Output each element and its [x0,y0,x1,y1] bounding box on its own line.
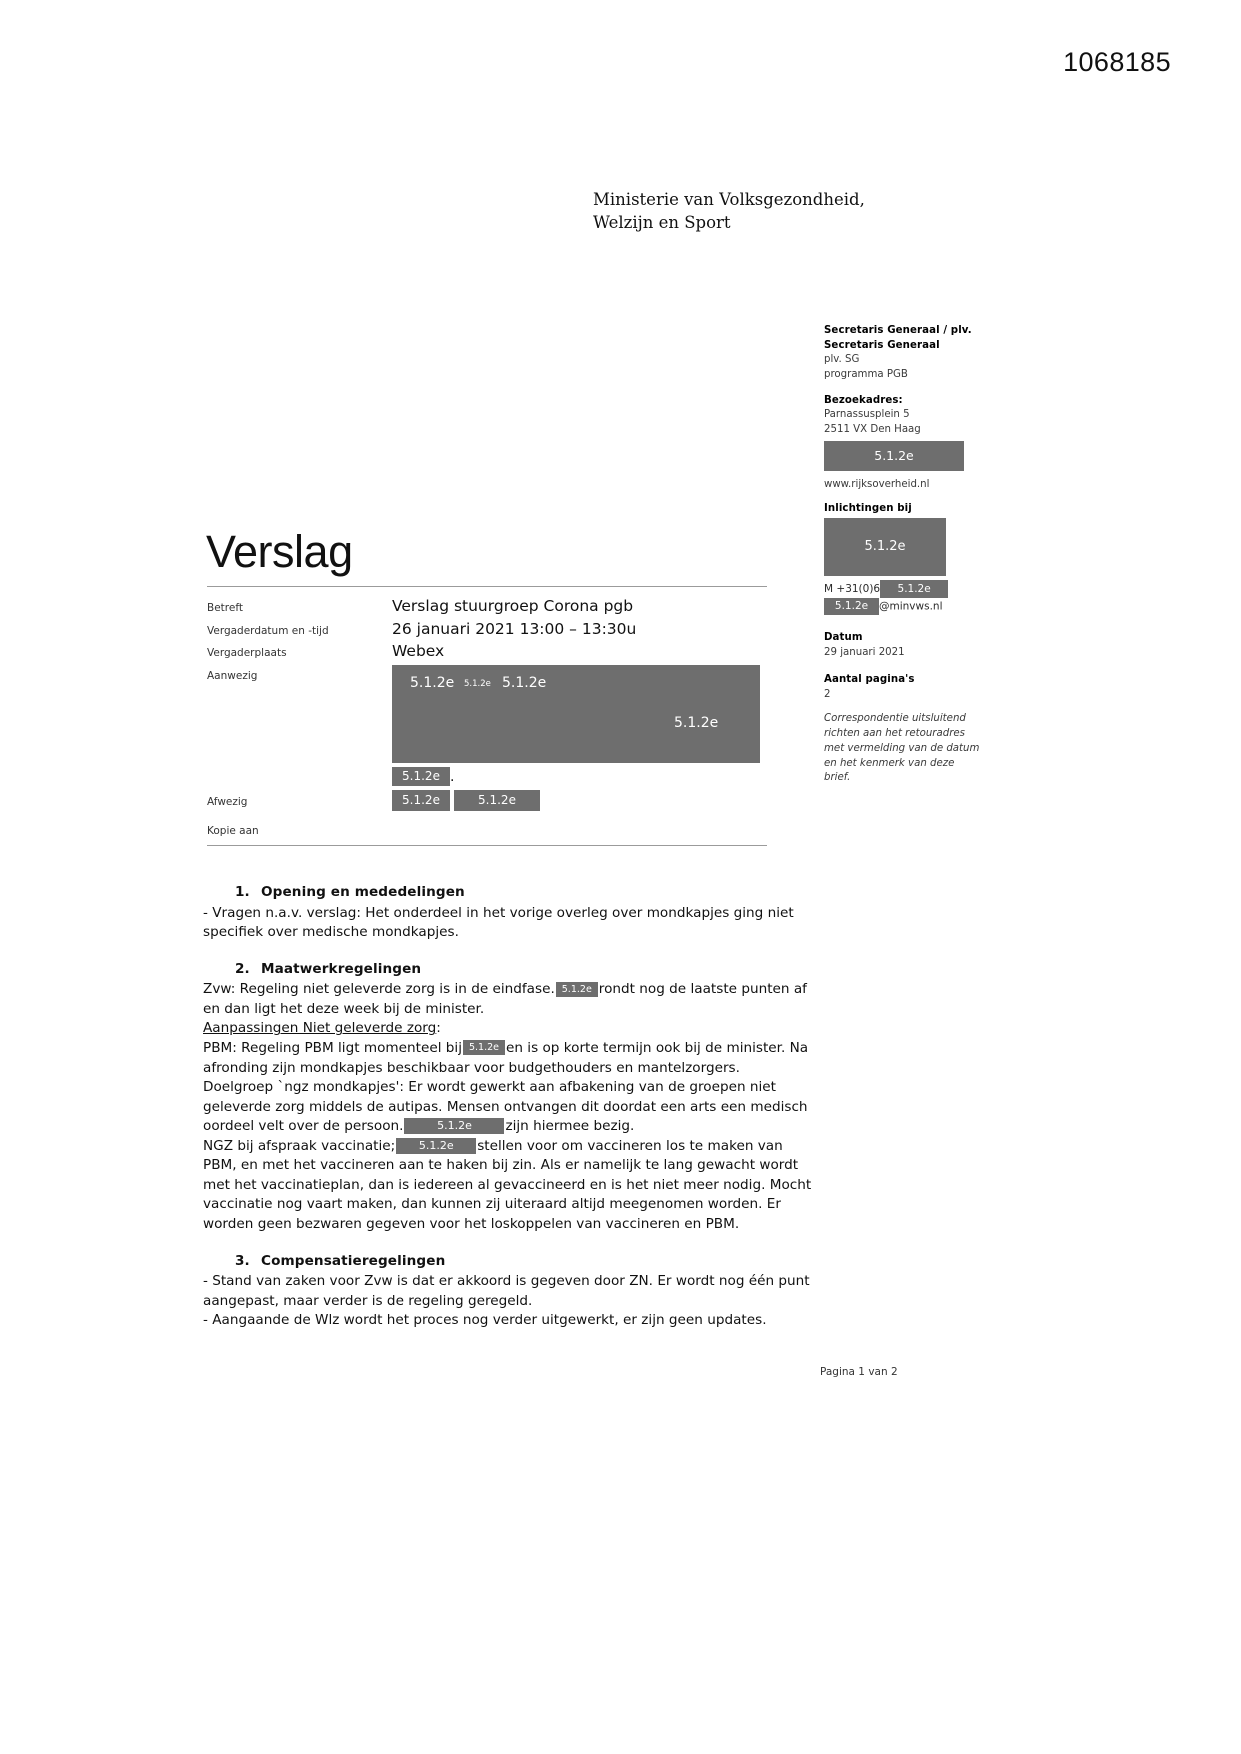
inlichtingen-label: Inlichtingen bij [824,502,912,514]
address-line-1: Parnassusplein 5 [824,409,910,421]
redaction-box-s2-p3: 5.1.2e [463,1040,505,1055]
redaction-box-inlichtingen: 5.1.2e [824,518,946,576]
pages-label: Aantal pagina's [824,673,915,685]
page-footer: Pagina 1 van 2 [820,1366,898,1378]
section-2-number: 2. [235,960,250,977]
s2-p2-underlined: Aanpassingen Niet geleverde zorg [203,1020,437,1037]
meeting-meta-table [207,595,767,839]
s2-p5-text-b: stellen voor om vaccineren los te maken van PBM, en met het vaccineren aan te haken bij zin. Als er namelijk te lang gewacht wordt met het vaccinatieplan, dan is iedereen al gevaccineerd en is het niet meer nodig. Mocht vaccinatie nog vaart maken, dan kunnen zij uiteraard altijd meegenomen worden. Er worden geen bezwaren gegeven voor het loskoppelen van vaccineren en PBM. [203,1137,812,1232]
sidebar-pages-block [824,673,1010,702]
vergaderplaats-value: Webex [392,642,445,661]
redaction-attendee-1: 5.1.2e [410,674,455,691]
note-line-5: brief. [824,772,851,784]
sidebar-datum-value: 29 januari 2021 [824,647,905,659]
s2-p1-text-b: rondt nog de laatste punten af en dan ligt het deze week bij de minister. [203,981,807,1017]
email-line [824,598,1010,615]
redaction-attendee-3: 5.1.2e [502,674,547,691]
phone-line [824,580,1010,598]
aanwezig-value [392,663,767,787]
address-label: Bezoekadres: [824,394,903,406]
redaction-box-s2-p5: 5.1.2e [396,1138,476,1154]
sidebar-meta-column [824,324,1010,786]
section-3-paragraph-2: - Aangaande de Wlz wordt het proces nog verder uitgewerkt, er zijn geen updates. [203,1312,767,1329]
redaction-box-phone: 5.1.2e [880,580,948,598]
note-line-2: richten aan het retouradres [824,727,965,739]
redaction-box-s2-p4: 5.1.2e [404,1118,504,1134]
divider-top [207,586,767,587]
note-line-4: en het kenmerk van deze [824,757,955,769]
s2-p2-colon: : [436,1020,441,1037]
document-number: 1068185 [1063,47,1171,77]
vergaderplaats-label: Vergaderplaats [207,647,287,660]
sidebar-inlichtingen-block [824,502,1010,616]
afwezig-label: Afwezig [207,796,248,809]
meta-row-afwezig [207,789,767,812]
address-line-2: 2511 VX Den Haag [824,424,921,436]
section-2-heading [203,960,818,980]
meta-row-betreft [207,595,767,618]
website-url[interactable]: www.rijksoverheid.nl [824,478,930,490]
org-line-1: Secretaris Generaal / plv. [824,325,972,336]
redaction-attendee-4: 5.1.2e [674,714,719,731]
section-1-paragraph: - Vragen n.a.v. verslag: Het onderdeel in het vorige overleg over mondkapjes ging niet specifiek over medische mondkapjes. [203,904,794,941]
page-title: Verslag [206,526,353,578]
s2-p4-text-b: zijn hiermee bezig. [505,1118,635,1135]
ministry-line-1: Ministerie van Volksgezondheid, [593,190,865,209]
sidebar-organisation-block [824,324,1010,383]
vergaderdatum-value: 26 januari 2021 13:00 – 13:30u [392,619,637,638]
org-line-4: programma PGB [824,369,908,381]
section-3-heading [203,1252,818,1272]
sidebar-address-block [824,394,1010,493]
section-2-title: Maatwerkregelingen [261,960,422,977]
meta-row-vergaderplaats [207,640,767,663]
aanwezig-tail [392,767,767,787]
contact-details [824,580,1010,615]
redaction-box-s2-p1: 5.1.2e [556,982,598,997]
section-2-paragraph-1 [203,980,818,1019]
phone-prefix: M +31(0)6 [824,583,881,596]
divider-bottom [207,845,767,846]
ministry-line-2: Welzijn en Sport [593,213,731,233]
aanwezig-tail-text: . [450,768,455,785]
section-1-heading [203,883,818,903]
document-body [203,866,818,1331]
s2-p3-text-b: en is op korte termijn ook bij de minister. Na afronding zijn mondkapjes beschikbaar voor budgethouders en mantelzorgers. [203,1039,809,1076]
meta-row-aanwezig [207,663,767,787]
aanwezig-label: Aanwezig [207,669,258,682]
redaction-box-afwezig-1: 5.1.2e [392,790,450,811]
betreft-value: Verslag stuurgroep Corona pgb [392,597,634,615]
section-2-paragraph-5 [203,1137,818,1235]
note-line-3: met vermelding van de datum [824,742,980,754]
note-line-1: Correspondentie uitsluitend [824,713,966,725]
s2-p4-text-a: Doelgroep `ngz mondkapjes': Er wordt gewerkt aan afbakening van de groepen niet geleverde zorg middels de autipas. Mensen ontvangen dit doordat een arts een medisch oordeel velt over de persoon. [203,1079,808,1135]
redaction-box-afwezig-2: 5.1.2e [454,790,540,811]
org-line-2: Secretaris Generaal [824,339,940,351]
redaction-box-attendee-tail: 5.1.2e [392,767,450,786]
section-2-paragraph-3 [203,1039,818,1078]
s2-p5-text-a: NGZ bij afspraak vaccinatie; [203,1137,396,1154]
afwezig-value [392,789,767,812]
redaction-box-attendees [392,665,760,763]
meta-row-vergaderdatum [207,618,767,641]
section-2-paragraph-2 [203,1019,818,1039]
section-3-number: 3. [235,1252,250,1269]
betreft-label: Betreft [207,602,243,614]
pages-value: 2 [824,688,831,700]
meta-row-kopie-aan [207,818,767,839]
ministry-wordmark [593,188,865,235]
redaction-attendee-2: 5.1.2e [464,678,491,689]
section-3-paragraph-1: - Stand van zaken voor Zvw is dat er akkoord is gegeven door ZN. Er wordt nog één punt aangepast, maar verder is de regeling geregeld. [203,1273,810,1309]
section-1-number: 1. [235,884,250,900]
sidebar-datum-label: Datum [824,632,863,644]
org-line-3: plv. SG [824,354,860,366]
vergaderdatum-label: Vergaderdatum en -tijd [207,624,329,637]
s2-p1-text-a: Zvw: Regeling niet geleverde zorg is in de eindfase. [203,981,555,998]
email-domain: @minvws.nl [879,600,943,613]
s2-p3-text-a: PBM: Regeling PBM ligt momenteel bij [203,1039,462,1056]
redaction-box-email: 5.1.2e [824,598,879,615]
section-3-title: Compensatieregelingen [261,1252,446,1269]
section-1-title: Opening en mededelingen [261,884,465,900]
kopie-aan-label: Kopie aan [207,824,259,837]
section-2-paragraph-4 [203,1078,818,1137]
sidebar-datum-block [824,631,1010,660]
correspondence-note [824,712,1010,786]
redaction-box-address: 5.1.2e [824,441,964,471]
